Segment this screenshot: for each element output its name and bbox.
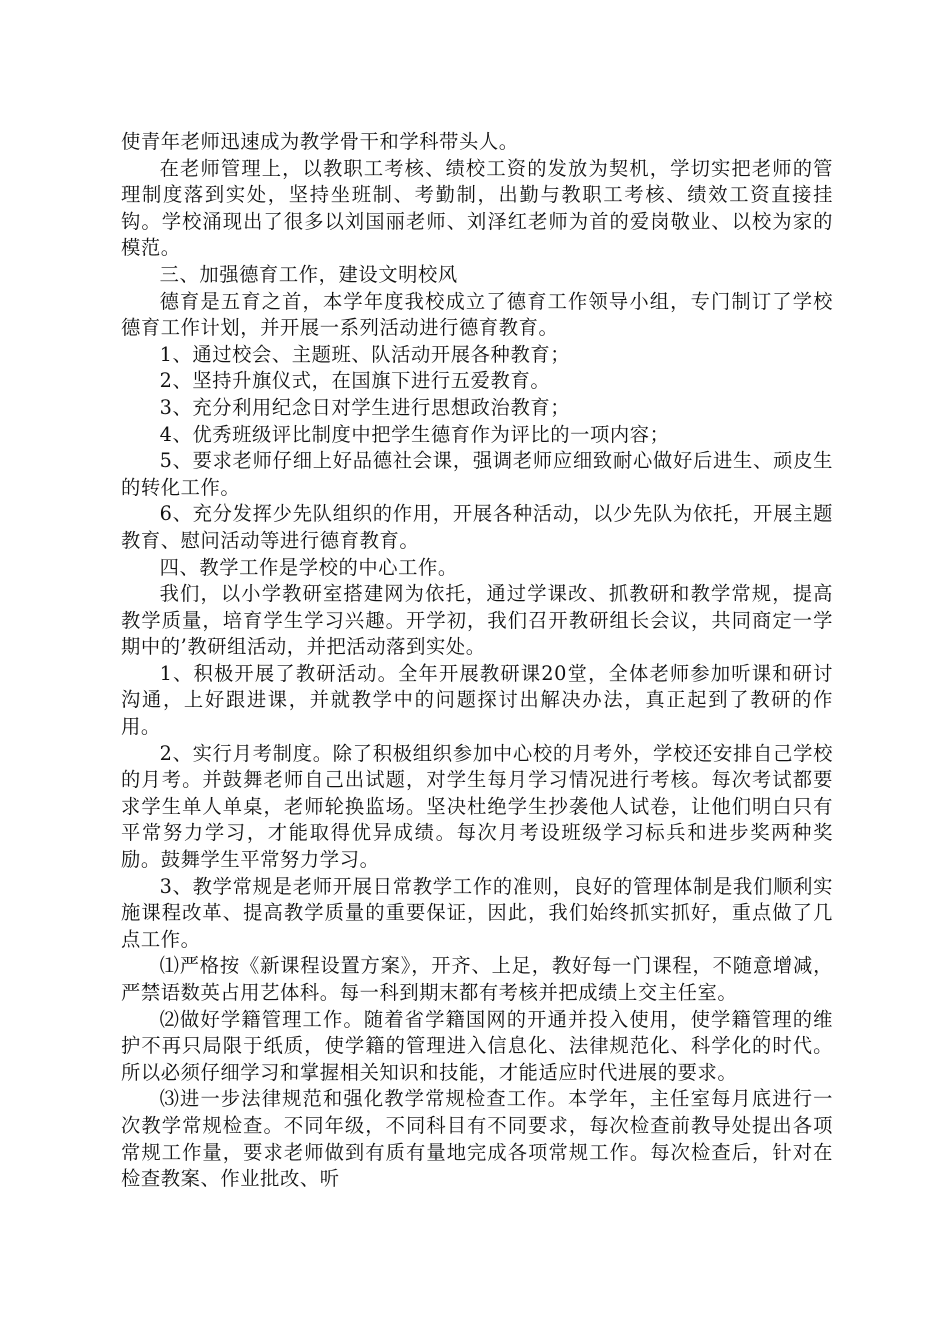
list-item: 2、实行月考制度。除了积极组织参加中心校的月考外，学校还安排自己学校的月考。并鼓舞老师自己出试题，对学生每月学习情况进行考核。每次考试都要求学生单人单桌，老师轮换监场。坚决杜绝学生抄袭他人试卷，让他们明白只有平常努力学习，才能取得优异成绩。每次月考设班级学习标兵和进步奖两种奖励。鼓舞学生平常努力学习。 [121,741,833,872]
paragraph: 德育是五育之首，本学年度我校成立了德育工作领导小组，专门制订了学校德育工作计划，并开展一系列活动进行德育教育。 [121,289,833,340]
paragraph: 使青年老师迅速成为教学骨干和学科带头人。 [121,130,519,153]
list-item: 2、坚持升旗仪式，在国旗下进行五爱教育。 [159,369,551,393]
paragraph: 在老师管理上，以教职工考核、绩校工资的发放为契机，学切实把老师的管理制度落到实处，坚持坐班制、考勤制，出勤与教职工考核、绩效工资直接挂钩。学校涌现出了很多以刘国丽老师、刘泽红老师为首的爱岗敬业、以校为家的模范。 [121,156,833,260]
list-item: 1、通过校会、主题班、队活动开展各种教育； [159,342,571,366]
list-item: 3、充分利用纪念日对学生进行思想政治教育； [159,395,571,419]
list-item: 6、充分发挥少先队组织的作用，开展各种活动，以少先队为依托，开展主题教育、慰问活动等进行德育教育。 [121,502,833,552]
list-item: 3、教学常规是老师开展日常教学工作的准则，良好的管理体制是我们顺利实施课程改革、提高教学质量的重要保证，因此，我们始终抓实抓好，重点做了几点工作。 [121,874,833,951]
list-item: 5、要求老师仔细上好品德社会课，强调老师应细致耐心做好后进生、顽皮生的转化工作。 [121,449,833,499]
paragraph: 我们，以小学教研室搭建网为依托，通过学课改、抓教研和教学常规，提高教学质量，培育学生学习兴趣。开学初，我们召开教研组长会议，共同商定一学期中的’教研组活动，并把活动落到实处。 [121,582,833,659]
sub-list-item: ⑵做好学籍管理工作。随着省学籍国网的开通并投入使用，使学籍管理的维护不再只局限于纸质，使学籍的管理进入信息化、法律规范化、科学化的时代。所以必须仔细学习和掌握相关知识和技能，才能适应时代进展的要求。 [121,1007,833,1084]
sub-list-item: ⑶进一步法律规范和强化教学常规检查工作。本学年，主任室每月底进行一次教学常规检查。不同年级，不同科目有不同要求，每次检查前教导处提出各项常规工作量，要求老师做到有质有量地完成各项常规工作。每次检查后，针对在检查教案、作业批改、听 [121,1087,833,1191]
document-body [121,129,833,1193]
list-item: 4、优秀班级评比制度中把学生德育作为评比的一项内容； [159,422,670,446]
section-heading: 四、教学工作是学校的中心工作。 [159,555,458,579]
section-heading: 三、加强德育工作，建设文明校风 [159,262,458,286]
list-item: 1、积极开展了教研活动。全年开展教研课20堂，全体老师参加听课和研讨沟通，上好跟进课，并就教学中的问题探讨出解决办法，真正起到了教研的作用。 [121,661,833,739]
sub-list-item: ⑴严格按《新课程设置方案》，开齐、上足，教好每一门课程，不随意增减，严禁语数英占用艺体科。每一科到期末都有考核并把成绩上交主任室。 [121,954,833,1004]
